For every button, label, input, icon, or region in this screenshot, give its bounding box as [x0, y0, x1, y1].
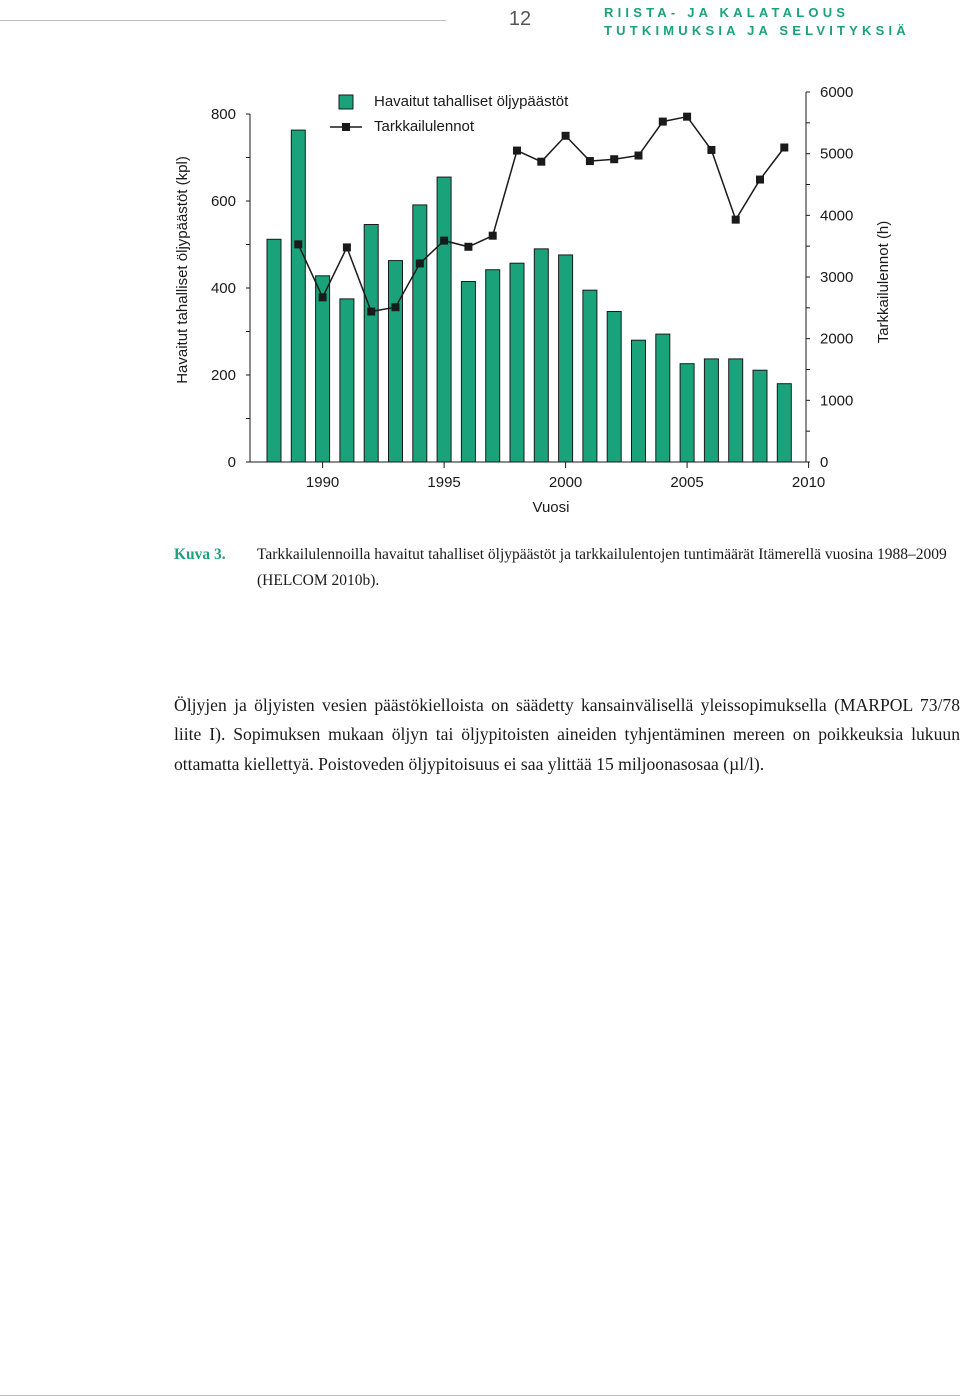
x-axis-tick-label: 2000: [548, 474, 583, 491]
line-marker: [537, 158, 545, 166]
x-axis-tick-label: 2005: [670, 474, 704, 491]
legend-bar-swatch: [339, 95, 353, 109]
bar: [704, 359, 718, 462]
bar: [680, 364, 694, 462]
bar: [729, 359, 743, 462]
bar: [656, 334, 670, 462]
bar: [437, 177, 451, 462]
line-marker: [392, 303, 400, 311]
bar: [316, 276, 330, 462]
line-marker: [464, 243, 472, 251]
x-axis-title: Vuosi: [532, 499, 570, 516]
line-marker: [489, 232, 497, 240]
oil-spill-chart: [0, 0, 960, 530]
right-axis-tick-label: 3000: [820, 269, 854, 286]
left-axis-tick-label: 800: [210, 106, 236, 123]
legend-line-label: Tarkkailulennot: [374, 118, 475, 135]
line-marker: [586, 157, 594, 165]
line-marker: [732, 216, 740, 224]
line-marker: [610, 155, 618, 163]
left-axis-title: Havaitut tahalliset öljypäästöt (kpl): [174, 156, 191, 384]
line-marker: [707, 146, 715, 154]
x-axis-tick-label: 1995: [427, 474, 461, 491]
bar: [534, 249, 548, 462]
series-title-line1: RIISTA- JA KALATALOUS: [604, 5, 850, 20]
right-axis-tick-label: 0: [820, 454, 829, 471]
bar: [486, 270, 500, 462]
right-axis-tick-label: 4000: [820, 207, 854, 225]
line-marker: [756, 176, 764, 184]
left-axis-tick-label: 0: [227, 454, 236, 471]
line-marker: [319, 293, 327, 301]
right-axis-tick-label: 6000: [820, 84, 854, 101]
left-axis-tick-label: 600: [210, 193, 236, 210]
line-marker: [343, 243, 351, 251]
bar: [559, 255, 573, 462]
bar: [291, 130, 305, 462]
right-axis-title: Tarkkailulennot (h): [875, 220, 892, 344]
line-marker: [416, 259, 424, 267]
bar: [777, 384, 791, 462]
left-axis-tick-label: 200: [210, 367, 236, 384]
legend-bar-label: Havaitut tahalliset öljypäästöt: [374, 93, 569, 110]
line-marker: [780, 144, 788, 152]
bar: [461, 281, 475, 462]
line-marker: [659, 118, 667, 126]
bar: [267, 239, 281, 462]
series-title-line2: TUTKIMUKSIA JA SELVITYKSIÄ: [604, 23, 910, 38]
legend-line-marker: [342, 123, 350, 131]
line-marker: [683, 113, 691, 121]
bar: [389, 261, 403, 462]
caption-text: Tarkkailulennoilla havaitut tahalliset öljypäästöt ja tarkkailulentojen tuntimäärät Itämerellä vuosina 1988–2009 (HELCOM 2010b).: [257, 546, 947, 589]
right-axis-tick-label: 1000: [820, 392, 854, 410]
bar: [413, 205, 427, 462]
bottom-rule: [0, 1395, 960, 1396]
line-marker: [635, 152, 643, 160]
right-axis-tick-label: 5000: [820, 145, 854, 163]
bar: [632, 340, 646, 462]
line-marker: [294, 240, 302, 248]
bar: [510, 263, 524, 462]
bar: [583, 290, 597, 462]
line-marker: [367, 308, 375, 316]
left-axis-tick-label: 400: [210, 280, 236, 297]
line-marker: [562, 132, 570, 140]
line-marker: [513, 147, 521, 155]
page-number: 12: [508, 8, 532, 30]
x-axis-tick-label: 1990: [305, 474, 340, 491]
right-axis-tick-label: 2000: [820, 330, 854, 348]
body-paragraph: Öljyjen ja öljyisten vesien päästökielloista on säädetty kansainvälisellä yleissopimuksella (MARPOL 73/78 liite I). Sopimuksen mukaan öljyn tai öljypitoisten aineiden tyhjentäminen mereen on poikkeuksia lukuun ottamatta kiellettyä. Poistoveden öljypitoisuus ei saa ylittää 15 miljoonasosaa (µl/l).: [174, 694, 960, 774]
x-axis-tick-label: 2010: [791, 474, 826, 491]
bar: [607, 311, 621, 462]
bar: [340, 299, 354, 462]
bar: [364, 224, 378, 462]
caption-label: Kuva 3.: [174, 546, 226, 563]
bar: [753, 370, 767, 462]
line-marker: [440, 237, 448, 245]
